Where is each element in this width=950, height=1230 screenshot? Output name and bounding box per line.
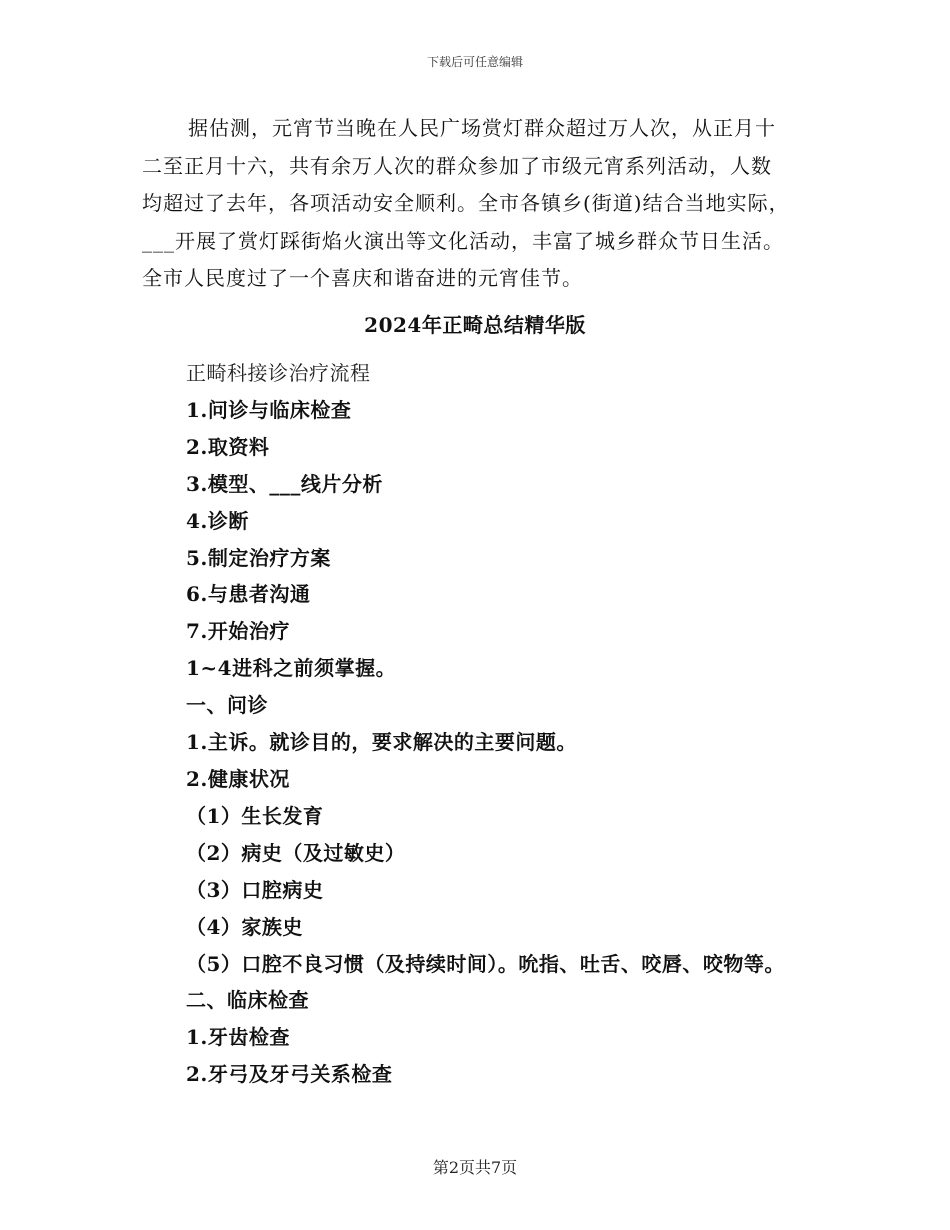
section-heading: 二、临床检查 xyxy=(186,988,309,1013)
intro-line: 二至正月十六，共有余万人次的群众参加了市级元宵系列活动，人数 xyxy=(142,153,772,178)
list-item: （2）病史（及过敏史） xyxy=(186,840,406,865)
section-subtitle: 正畸科接诊治疗流程 xyxy=(186,361,371,385)
list-item: 1~4进科之前须掌握。 xyxy=(186,656,397,681)
list-item: 2.取资料 xyxy=(186,434,270,459)
section-heading: 一、问诊 xyxy=(186,693,268,718)
list-item: 2.健康状况 xyxy=(186,766,290,791)
intro-line: 均超过了去年，各项活动安全顺利。全市各镇乡(街道)结合当地实际， xyxy=(142,191,790,215)
document-title: 2024年正畸总结精华版 xyxy=(364,313,586,337)
list-item: 5.制定治疗方案 xyxy=(186,545,331,570)
list-item: （4）家族史 xyxy=(186,914,303,939)
document-body xyxy=(186,355,886,1093)
header-note: 下载后可任意编辑 xyxy=(426,55,523,69)
page-number: 第2页共7页 xyxy=(432,1158,518,1177)
list-item: （3）口腔病史 xyxy=(186,877,324,902)
list-item: （1）生长发育 xyxy=(186,803,324,828)
list-item: 1.主诉。就诊目的，要求解决的主要问题。 xyxy=(186,730,577,755)
intro-line: ___开展了赏灯踩街焰火演出等文化活动，丰富了城乡群众节日生活。 xyxy=(142,228,784,253)
intro-paragraph xyxy=(142,110,814,298)
list-item: 1.问诊与临床检查 xyxy=(186,397,352,422)
list-item: 7.开始治疗 xyxy=(186,619,290,644)
list-item: 6.与患者沟通 xyxy=(186,582,311,607)
list-item: 2.牙弓及牙弓关系检查 xyxy=(186,1062,393,1087)
list-item: （5）口腔不良习惯（及持续时间）。吮指、吐舌、咬唇、咬物等。 xyxy=(186,951,785,976)
intro-line: 据估测，元宵节当晚在人民广场赏灯群众超过万人次，从正月十 xyxy=(188,116,776,140)
intro-line: 全市人民度过了一个喜庆和谐奋进的元宵佳节。 xyxy=(142,266,583,290)
list-item: 4.诊断 xyxy=(186,508,249,533)
list-item: 1.牙齿检查 xyxy=(186,1025,290,1050)
list-item: 3.模型、___线片分析 xyxy=(186,471,383,496)
